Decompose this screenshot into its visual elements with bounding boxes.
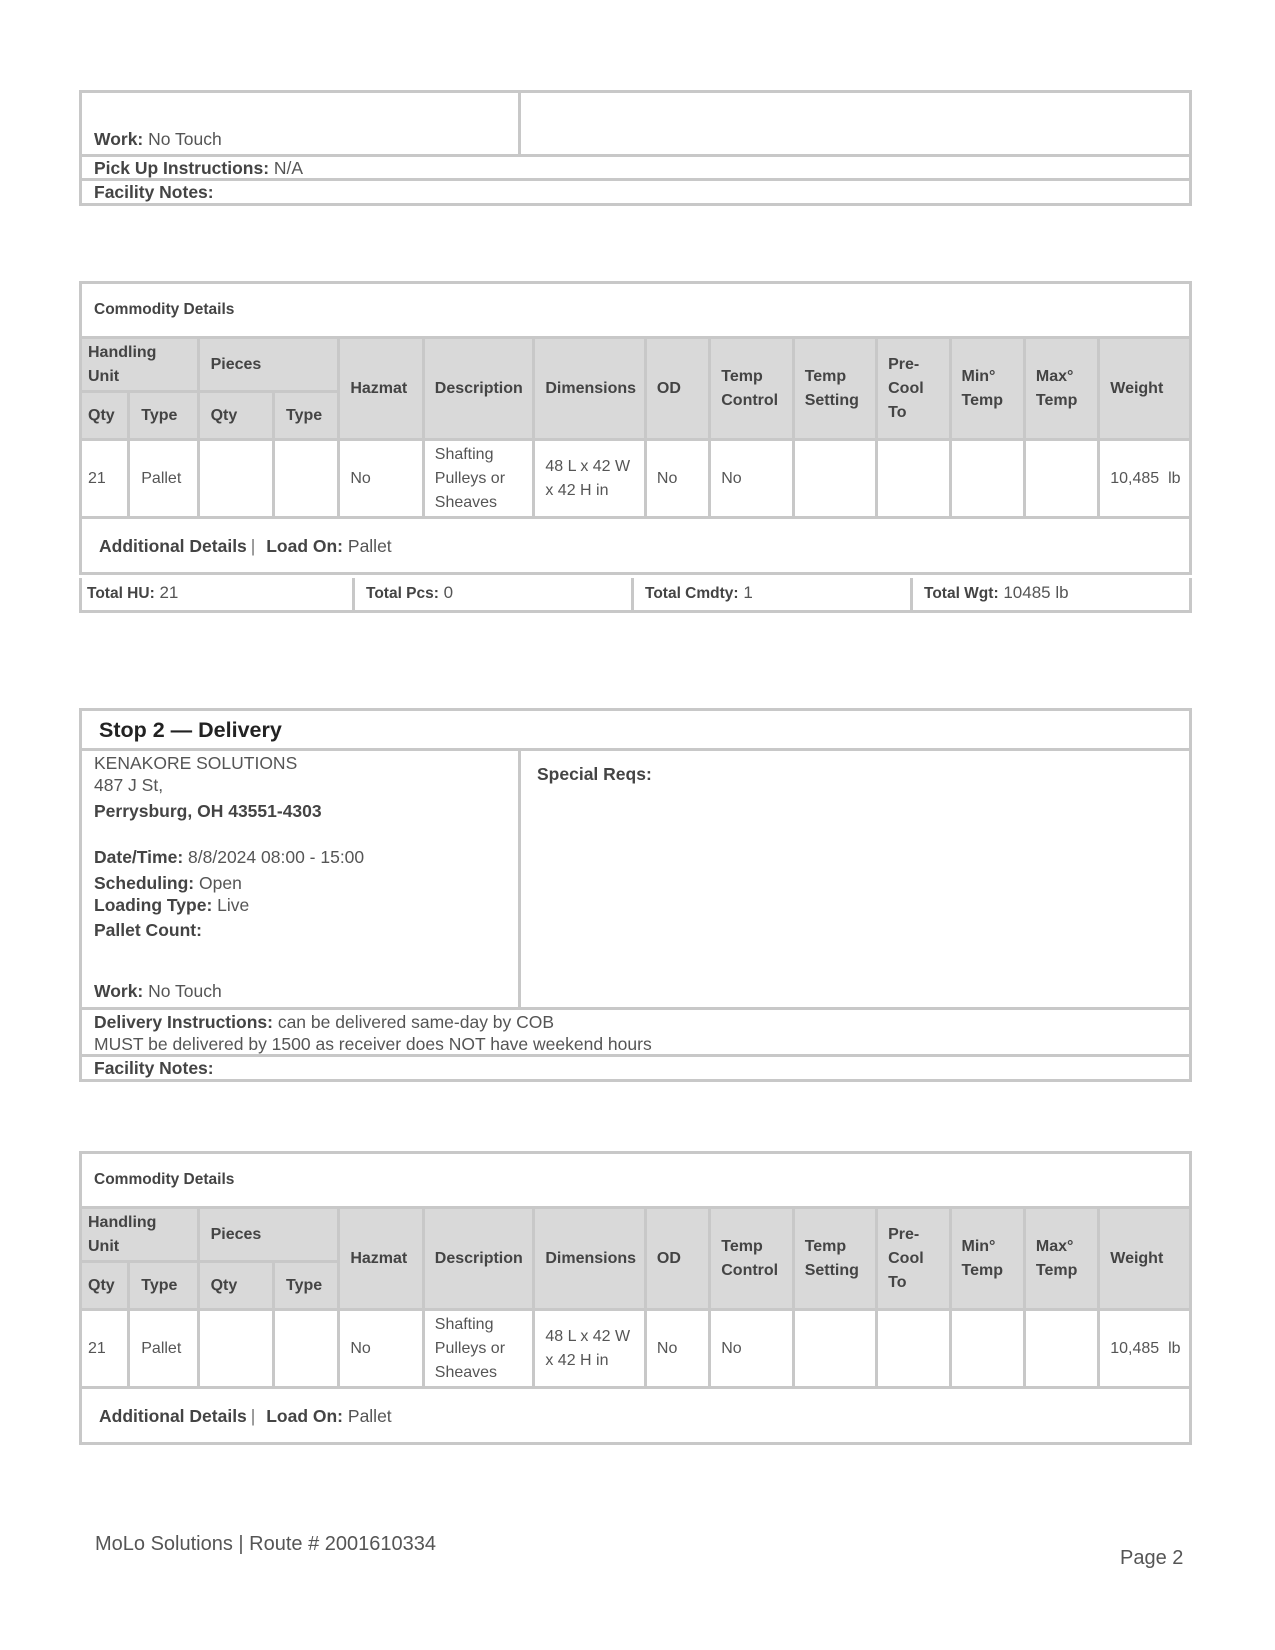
header-min-temp: Min° Temp: [950, 338, 1024, 440]
stop2-address-column: [82, 751, 521, 1007]
pallet-count: Pallet Count:: [94, 920, 202, 940]
total-pcs: Total Pcs: 0: [355, 578, 634, 610]
header-dimensions: Dimensions: [534, 338, 646, 440]
header-weight: Weight: [1099, 1208, 1191, 1310]
street-address: 487 J St,: [94, 775, 164, 795]
header-hu-type: Type: [129, 392, 198, 440]
additional-details: Additional Details | Load On: Pallet: [81, 518, 1191, 574]
scheduling: Scheduling: Open: [94, 873, 242, 893]
header-temp-control: Temp Control: [710, 1208, 793, 1310]
header-hu-type: Type: [129, 1262, 198, 1310]
additional-details: Additional Details | Load On: Pallet: [81, 1388, 1191, 1444]
commodity-title: Commodity Details: [81, 283, 1191, 338]
commodity-table-2: [79, 1151, 1192, 1445]
commodity-title: Commodity Details: [81, 1153, 1191, 1208]
header-handling-unit: Handling Unit: [81, 338, 199, 392]
header-pieces: Pieces: [198, 1208, 339, 1262]
total-hu: Total HU: 21: [82, 578, 355, 610]
totals-row: [79, 578, 1192, 613]
header-hazmat: Hazmat: [339, 338, 423, 440]
stop2-block: [79, 708, 1192, 1082]
header-temp-control: Temp Control: [710, 338, 793, 440]
total-cmdty: Total Cmdty: 1: [634, 578, 913, 610]
stop1-pickup-instructions: Pick Up Instructions: N/A: [82, 157, 1189, 181]
header-description: Description: [423, 338, 534, 440]
header-handling-unit: Handling Unit: [81, 1208, 199, 1262]
header-hu-qty: Qty: [81, 392, 129, 440]
header-od: OD: [645, 1208, 709, 1310]
header-pc-qty: Qty: [198, 392, 273, 440]
header-min-temp: Min° Temp: [950, 1208, 1024, 1310]
company-name: KENAKORE SOLUTIONS: [94, 753, 298, 773]
footer-route: MoLo Solutions | Route # 2001610334: [95, 1533, 437, 1555]
stop1-right-column: [521, 93, 1189, 154]
header-pieces: Pieces: [198, 338, 339, 392]
header-od: OD: [645, 338, 709, 440]
stop2-work: Work: No Touch: [94, 981, 222, 1001]
loading-type: Loading Type: Live: [94, 895, 250, 915]
header-pre-cool: Pre-Cool To: [877, 1208, 950, 1310]
header-pc-qty: Qty: [198, 1262, 273, 1310]
delivery-instructions: Delivery Instructions: can be delivered same-day by COB MUST be delivered by 1500 as receiver does NOT have weekend hours: [82, 1010, 1189, 1057]
stop2-facility-notes: Facility Notes:: [94, 1058, 214, 1078]
stop2-title: Stop 2 — Delivery: [82, 711, 1189, 751]
special-reqs-column: [521, 751, 1189, 1007]
header-temp-setting: Temp Setting: [793, 1208, 876, 1310]
table-row: 21 Pallet No Shafting Pulleys or Sheaves 48 L x 42 W x 42 H in No No 10,485 lb: [81, 440, 1191, 518]
stop1-left-column: [82, 93, 521, 154]
header-pc-type: Type: [274, 1262, 339, 1310]
header-max-temp: Max° Temp: [1024, 1208, 1098, 1310]
header-pre-cool: Pre-Cool To: [877, 338, 950, 440]
header-hazmat: Hazmat: [339, 1208, 423, 1310]
header-description: Description: [423, 1208, 534, 1310]
header-pc-type: Type: [274, 392, 339, 440]
stop1-work: Work: No Touch: [94, 129, 222, 149]
special-reqs-label: Special Reqs:: [537, 764, 652, 784]
header-weight: Weight: [1099, 338, 1191, 440]
table-row: 21 Pallet No Shafting Pulleys or Sheaves 48 L x 42 W x 42 H in No No 10,485 lb: [81, 1310, 1191, 1388]
header-max-temp: Max° Temp: [1024, 338, 1098, 440]
commodity-table-1: [79, 281, 1192, 575]
header-hu-qty: Qty: [81, 1262, 129, 1310]
date-time: Date/Time: 8/8/2024 08:00 - 15:00: [94, 847, 365, 867]
stop1-facility-notes: Facility Notes:: [94, 182, 214, 202]
stop1-info-block: [79, 90, 1192, 206]
header-dimensions: Dimensions: [534, 1208, 646, 1310]
header-temp-setting: Temp Setting: [793, 338, 876, 440]
total-wgt: Total Wgt: 10485 lb: [924, 583, 1069, 602]
page-number: Page 2: [1120, 1547, 1184, 1569]
city-state-zip: Perrysburg, OH 43551-4303: [94, 801, 322, 821]
